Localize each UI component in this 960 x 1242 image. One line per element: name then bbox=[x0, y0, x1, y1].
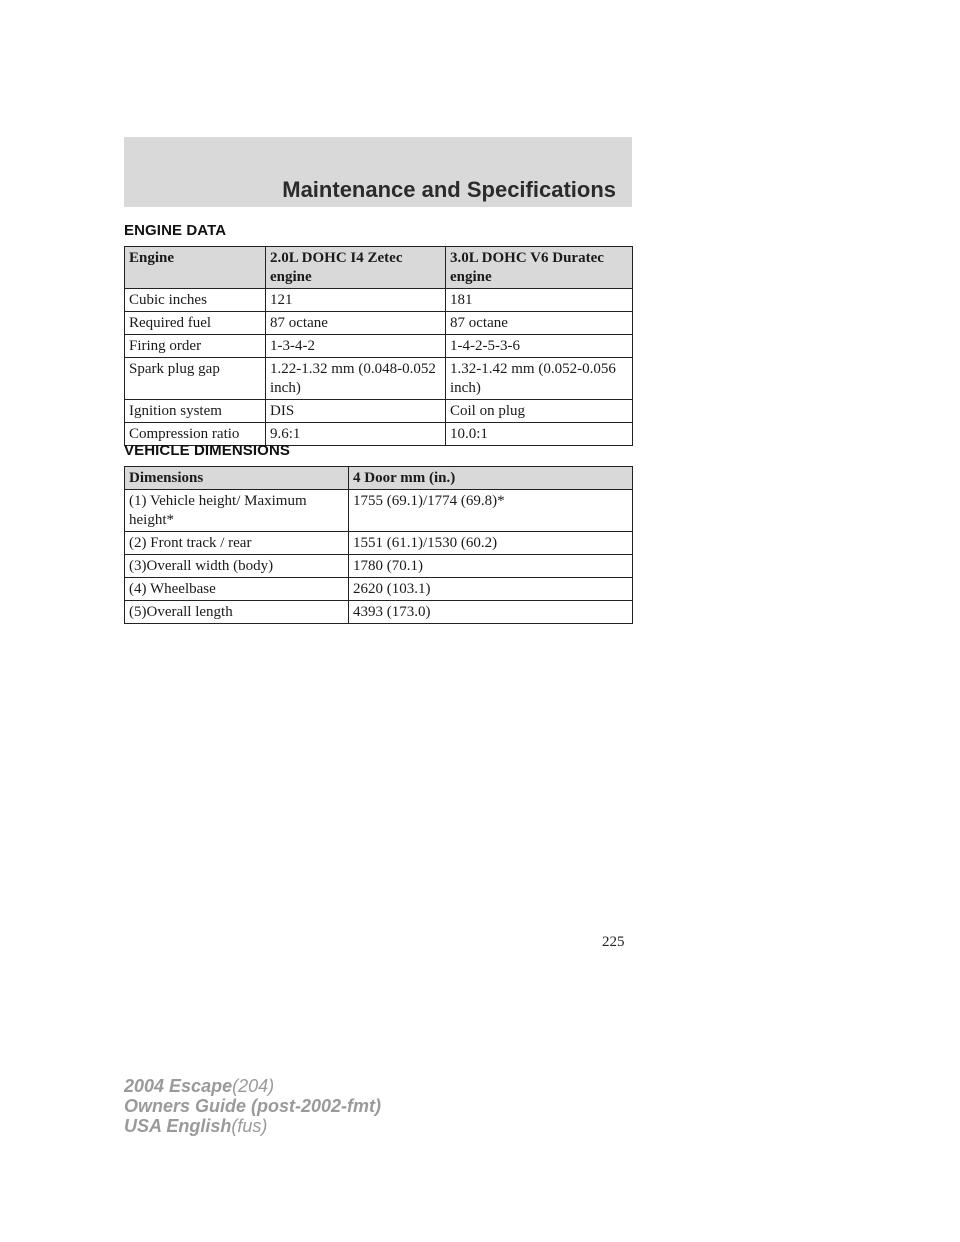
table-cell: Coil on plug bbox=[446, 400, 633, 423]
table-cell: (3)Overall width (body) bbox=[125, 555, 349, 578]
table-row bbox=[125, 358, 633, 400]
table-cell: 121 bbox=[266, 289, 446, 312]
table-cell: 87 octane bbox=[446, 312, 633, 335]
table-row bbox=[125, 490, 633, 532]
table-row bbox=[125, 289, 633, 312]
table-row bbox=[125, 578, 633, 601]
column-header: 3.0L DOHC V6 Duratec engine bbox=[446, 247, 633, 289]
table-cell: (5)Overall length bbox=[125, 601, 349, 624]
column-header: Dimensions bbox=[125, 467, 349, 490]
table-cell: 1.22-1.32 mm (0.048-0.052 inch) bbox=[266, 358, 446, 400]
table-cell: Required fuel bbox=[125, 312, 266, 335]
table-header-row bbox=[125, 467, 633, 490]
table-row bbox=[125, 601, 633, 624]
footer-line-language bbox=[124, 1116, 381, 1136]
table-row bbox=[125, 400, 633, 423]
table-header-row bbox=[125, 247, 633, 289]
footer-model-code: (204) bbox=[232, 1076, 275, 1096]
table-cell: 1-3-4-2 bbox=[266, 335, 446, 358]
table-cell: (1) Vehicle height/ Maximum height* bbox=[125, 490, 349, 532]
table-cell: 1780 (70.1) bbox=[349, 555, 633, 578]
table-cell: 1551 (61.1)/1530 (60.2) bbox=[349, 532, 633, 555]
footer-language-code: (fus) bbox=[231, 1116, 268, 1136]
table-cell: Compression ratio bbox=[125, 423, 266, 446]
vehicle-dimensions-title: VEHICLE DIMENSIONS bbox=[124, 442, 290, 459]
page-header-title: Maintenance and Specifications bbox=[282, 177, 616, 202]
table-cell: 87 octane bbox=[266, 312, 446, 335]
column-header: 4 Door mm (in.) bbox=[349, 467, 633, 490]
table-cell: 9.6:1 bbox=[266, 423, 446, 446]
table-cell: 10.0:1 bbox=[446, 423, 633, 446]
table-cell: Ignition system bbox=[125, 400, 266, 423]
engine-data-table bbox=[124, 246, 633, 446]
table-cell: 1755 (69.1)/1774 (69.8)* bbox=[349, 490, 633, 532]
table-cell: 2620 (103.1) bbox=[349, 578, 633, 601]
footer-language-name: USA English bbox=[124, 1116, 232, 1136]
table-cell: 1.32-1.42 mm (0.052-0.056 inch) bbox=[446, 358, 633, 400]
table-row bbox=[125, 555, 633, 578]
table-cell: Spark plug gap bbox=[125, 358, 266, 400]
table-row bbox=[125, 532, 633, 555]
footer-line-guide: Owners Guide (post-2002-fmt) bbox=[124, 1096, 382, 1116]
table-cell: 4393 (173.0) bbox=[349, 601, 633, 624]
table-cell: DIS bbox=[266, 400, 446, 423]
table-row bbox=[125, 312, 633, 335]
header-band bbox=[124, 137, 632, 207]
table-row bbox=[125, 335, 633, 358]
column-header: 2.0L DOHC I4 Zetec engine bbox=[266, 247, 446, 289]
table-cell: (4) Wheelbase bbox=[125, 578, 349, 601]
column-header: Engine bbox=[125, 247, 266, 289]
vehicle-dimensions-table bbox=[124, 466, 633, 624]
engine-data-title: ENGINE DATA bbox=[124, 222, 227, 239]
table-cell: Cubic inches bbox=[125, 289, 266, 312]
page-number: 225 bbox=[602, 934, 625, 950]
table-cell: Firing order bbox=[125, 335, 266, 358]
table-cell: 181 bbox=[446, 289, 633, 312]
table-cell: 1-4-2-5-3-6 bbox=[446, 335, 633, 358]
footer-line-model bbox=[124, 1076, 381, 1096]
table-cell: (2) Front track / rear bbox=[125, 532, 349, 555]
footer-model-name: 2004 Escape bbox=[124, 1076, 233, 1096]
document-footer bbox=[124, 1076, 381, 1136]
